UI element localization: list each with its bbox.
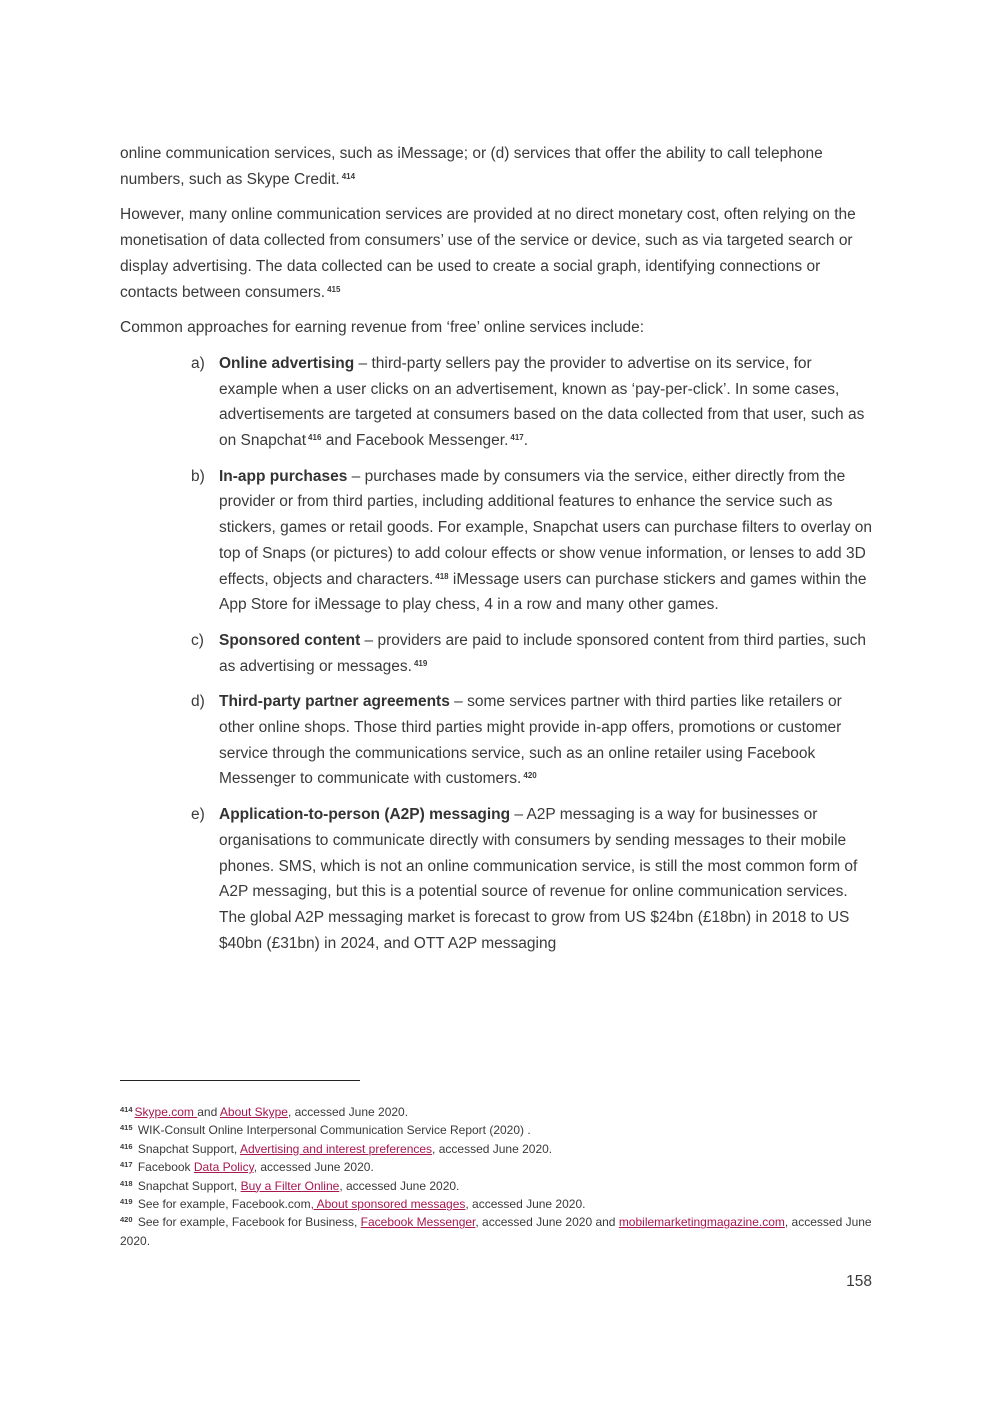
list-item-in-app-purchases: b) In-app purchases – purchases made by consumers via the service, either directly from the provider or from third parties, including additional features to enhance the service such as stickers, games or retail goods. For example, Snapchat users can purchase filters to overlay on top of Snaps (or pictures) to add colour effects or show venue information, or lenses to add 3D effects, objects and characters. $^{418}$ iMessage users can purchase stickers and games within the App Store for iMessage to play chess, 4 in a row and many other games. xyxy=(120,464,874,618)
list-item-title: In-app purchases xyxy=(219,467,348,485)
footnote-ref-420[interactable]: 420 xyxy=(523,771,537,781)
sponsored-messages-link[interactable]: , About sponsored messages xyxy=(310,1197,466,1212)
footnote-ref-417[interactable]: 417 xyxy=(510,433,524,443)
about-skype-link[interactable]: About Skype xyxy=(219,1105,288,1119)
list-item-online-advertising: a) Online advertising – third-party sellers pay the provider to advertise on its service, for example when a user clicks on an advertisement, known as ‘pay-per-click’. In some cases, advertisements are targeted at consumers based on the data collected from that user, such as on Snapchat $^{416}$ and Facebook Messenger. $^{417}$. xyxy=(120,351,874,454)
footnote-ref-415[interactable]: 415 xyxy=(327,284,341,294)
list-marker: d) xyxy=(191,693,205,711)
list-item-a2p-messaging: e) Application-to-person (A2P) messaging – A2P messaging is a way for businesses or organisations to communicate directly with consumers by sending messages to their mobile phones. SMS, which is not an online communication service, is still the most common form of A2P messaging, but this is a potential source of revenue for online communication services. The global A2P messaging market is forecast to grow from US $24bn (£18bn) in 2018 to US $40bn (£31bn) in 2024, and OTT A2P messaging xyxy=(120,802,874,956)
facebook-messenger-link[interactable]: Facebook Messenger xyxy=(360,1215,476,1230)
data-policy-link[interactable]: Data Policy xyxy=(193,1160,254,1175)
paragraph-1: online communication services, such as iMessage; or (d) services that offer the ability to call telephone numbers, such as Skype Credit. $^{414}$ xyxy=(120,145,823,188)
footnote-417: $^{417}$ Facebook Data Policy, accessed June 2020. xyxy=(120,1160,374,1175)
advertising-preferences-link[interactable]: Advertising and interest preferences xyxy=(239,1141,433,1156)
document-body xyxy=(120,141,874,966)
list-item-sponsored-content: c) Sponsored content – providers are paid to include sponsored content from third parties, such as advertising or messages. $^{419}$ xyxy=(120,628,874,679)
list-item-title: Online advertising xyxy=(219,354,355,372)
footnote-419: $^{419}$ See for example, Facebook.com, About sponsored messages, accessed June 2020. xyxy=(120,1197,586,1212)
footnote-420: $^{420}$ See for example, Facebook for Business, Facebook Messenger, accessed June 2020 and mobilemarketingmagazine.com, accessed June 2020. xyxy=(120,1215,872,1248)
footnote-ref-414[interactable]: 414 xyxy=(341,171,356,181)
buy-filter-link[interactable]: Buy a Filter Online xyxy=(240,1178,340,1193)
list-item-title: Third-party partner agreements xyxy=(219,693,450,711)
list-marker: e) xyxy=(191,806,205,824)
footnote-416: $^{416}$ Snapchat Support, Advertising and interest preferences, accessed June 2020. xyxy=(120,1141,553,1156)
list-item-partner-agreements: d) Third-party partner agreements – some services partner with third parties like retailers or other online shops. Those third parties might provide in-app offers, promotions or customer service through the communications service, such as an online retailer using Facebook Messenger to communicate with customers. $^{420}$ xyxy=(120,689,874,792)
footnotes-section xyxy=(120,1080,874,1250)
list-item-title: Application-to-person (A2P) messaging xyxy=(219,806,511,824)
list-marker: a) xyxy=(191,354,205,372)
footnote-ref-419[interactable]: 419 xyxy=(413,658,428,668)
footnote-418: $^{418}$ Snapchat Support, Buy a Filter Online, accessed June 2020. xyxy=(120,1178,460,1193)
list-marker: b) xyxy=(191,467,205,485)
footnote-ref-416[interactable]: 416 xyxy=(308,433,322,443)
page-number: 158 xyxy=(846,1273,872,1290)
paragraph-2: However, many online communication services are provided at no direct monetary cost, often relying on the monetisation of data collected from consumers’ use of the service or device, such as via targeted search or display advertising. The data collected can be used to create a social graph, identifying connections or contacts between consumers. $^{415}$ xyxy=(120,206,856,301)
footnote-414: $^{414}$ Skype.com and About Skype, accessed June 2020. xyxy=(120,1105,409,1119)
paragraph-3: Common approaches for earning revenue from ‘free’ online services include: xyxy=(120,319,645,337)
footnote-415: $^{415}$ WIK-Consult Online Interpersonal Communication Service Report (2020) . xyxy=(120,1123,531,1138)
mobilemarketingmagazine-link[interactable]: mobilemarketingmagazine.com xyxy=(618,1215,785,1230)
skype-link[interactable]: Skype.com xyxy=(134,1105,198,1119)
footnote-ref-418[interactable]: 418 xyxy=(435,571,449,581)
footnote-divider xyxy=(120,1080,360,1081)
list-marker: c) xyxy=(191,631,204,649)
list-item-title: Sponsored content xyxy=(219,631,361,649)
revenue-approaches-list xyxy=(120,351,874,956)
